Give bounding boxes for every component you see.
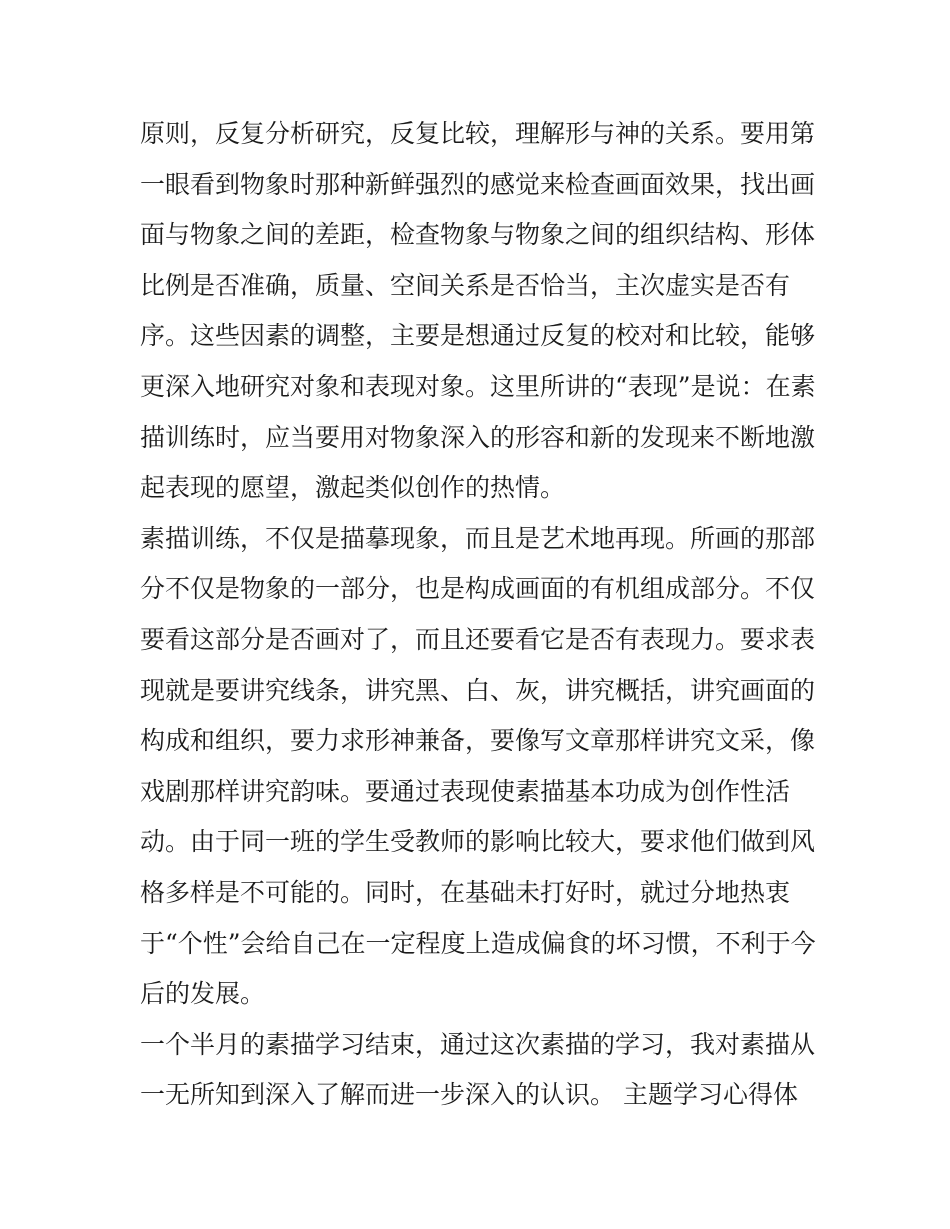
text-line: 起表现的愿望，激起类似创作的热情。 <box>140 473 566 503</box>
text-line: 一个半月的素描学习结束，通过这次素描的学习，我对素描从 <box>140 1029 816 1059</box>
text-line: 要看这部分是否画对了，而且还要看它是否有表现力。要求表 <box>140 624 816 654</box>
text-line: 分不仅是物象的一部分，也是构成画面的有机组成部分。不仅 <box>140 574 816 604</box>
text-line: 现就是要讲究线条，讲究黑、白、灰，讲究概括，讲究画面的 <box>140 675 816 705</box>
text-line: 一无所知到深入了解而进一步深入的认识。 主题学习心得体 <box>140 1080 798 1110</box>
text-line: 面与物象之间的差距，检查物象与物象之间的组织结构、形体 <box>140 220 816 250</box>
document-body <box>140 109 820 1121</box>
text-line: 后的发展。 <box>140 979 266 1009</box>
text-line: 动。由于同一班的学生受教师的影响比较大，要求他们做到风 <box>140 827 816 857</box>
text-line: 素描训练，不仅是描摹现象，而且是艺术地再现。所画的那部 <box>140 523 816 553</box>
text-line: 序。这些因素的调整，主要是想通过反复的校对和比较，能够 <box>140 321 816 351</box>
text-line: 一眼看到物象时那种新鲜强烈的感觉来检查画面效果，找出画 <box>140 169 816 199</box>
text-line: 更深入地研究对象和表现对象。这里所讲的“表现”是说：在素 <box>140 371 816 401</box>
text-line: 于“个性”会给自己在一定程度上造成偏食的坏习惯，不利于今 <box>140 928 816 958</box>
text-line: 格多样是不可能的。同时，在基础未打好时，就过分地热衷 <box>140 877 791 907</box>
text-line: 原则，反复分析研究，反复比较，理解形与神的关系。要用第 <box>140 119 816 148</box>
text-line: 比例是否准确，质量、空间关系是否恰当，主次虚实是否有 <box>140 270 791 300</box>
text-line: 描训练时，应当要用对物象深入的形容和新的发现来不断地激 <box>140 422 816 452</box>
text-line: 戏剧那样讲究韵味。要通过表现使素描基本功成为创作性活 <box>140 776 791 806</box>
text-line: 构成和组织，要力求形神兼备，要像写文章那样讲究文采，像 <box>140 726 816 756</box>
